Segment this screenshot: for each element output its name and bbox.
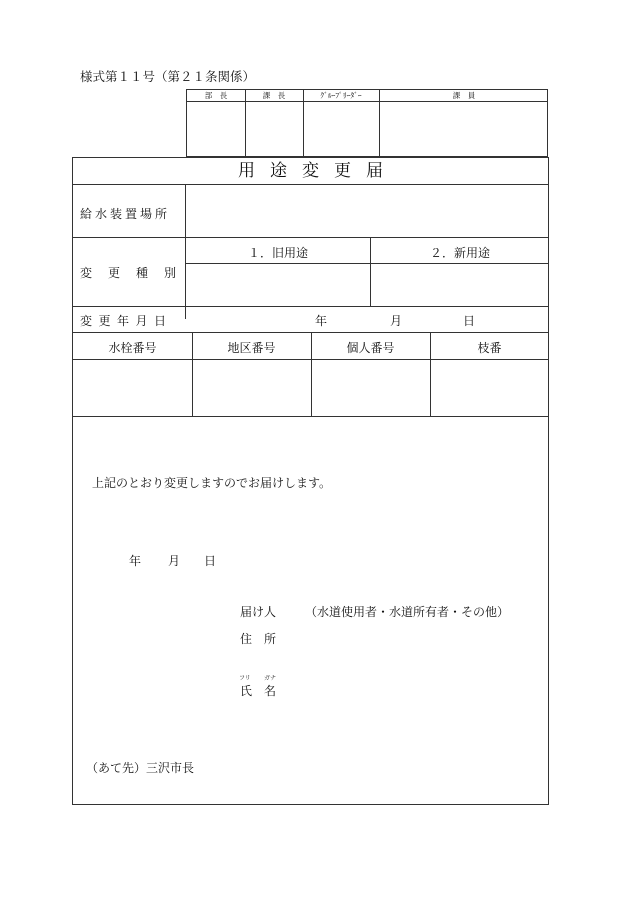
- district-number-field[interactable]: [193, 360, 310, 415]
- supply-location-field[interactable]: [186, 185, 548, 237]
- furigana-label-1: フリ: [239, 675, 251, 682]
- branch-number-header: 枝番: [477, 341, 502, 355]
- furigana-label-2: ガナ: [264, 675, 277, 682]
- personal-number-header: 個人番号: [346, 341, 395, 355]
- row-divider-change-type: [73, 306, 548, 307]
- change-date-label: 変更年月日: [80, 314, 173, 328]
- stamp-header-staff: 課 員: [452, 91, 476, 100]
- declaration-day-label: 日: [204, 554, 217, 568]
- addressee: （あて先）三沢市長: [86, 761, 195, 775]
- new-use-field[interactable]: [371, 264, 548, 306]
- form-title: 用途変更届: [238, 161, 398, 181]
- notifier-category: （水道使用者・水道所有者・その他）: [305, 605, 510, 619]
- change-date-year-label: 年: [315, 314, 328, 328]
- faucet-number-header: 水栓番号: [108, 341, 157, 355]
- notification-form: [72, 157, 549, 805]
- faucet-number-field[interactable]: [74, 360, 191, 415]
- declaration-year-label: 年: [129, 554, 142, 568]
- personal-number-field[interactable]: [312, 360, 429, 415]
- row-divider-location: [73, 237, 548, 238]
- district-number-header: 地区番号: [227, 341, 276, 355]
- old-use-header: １．旧用途: [247, 246, 308, 260]
- change-type-label: 変 更 種 別: [80, 266, 179, 280]
- change-date-day-label: 日: [463, 314, 476, 328]
- name-field[interactable]: [283, 674, 538, 698]
- address-label: 住 所: [240, 632, 277, 646]
- approval-stamp-box: [186, 89, 548, 157]
- address-field[interactable]: [283, 624, 538, 646]
- supply-location-label: 給水装置場所: [80, 207, 171, 221]
- stamp-header-section-chief: 課 長: [262, 91, 286, 100]
- row-divider-numbers: [73, 416, 548, 417]
- branch-number-field[interactable]: [431, 360, 548, 415]
- form-number: 様式第１１号（第２１条関係）: [80, 69, 256, 84]
- stamp-header-department-head: 部 長: [204, 91, 228, 100]
- notifier-label: 届け人: [240, 605, 277, 619]
- old-use-field[interactable]: [186, 264, 369, 306]
- name-label: 氏 名: [240, 684, 277, 698]
- change-date-month-label: 月: [390, 314, 403, 328]
- declaration-month-label: 月: [168, 554, 181, 568]
- declaration-statement: 上記のとおり変更しますのでお届けします。: [92, 476, 332, 490]
- stamp-header-divider: [187, 101, 547, 102]
- stamp-header-group-leader: ｸﾞﾙｰﾌﾟﾘｰﾀﾞｰ: [320, 91, 362, 100]
- new-use-header: ２．新用途: [429, 246, 490, 260]
